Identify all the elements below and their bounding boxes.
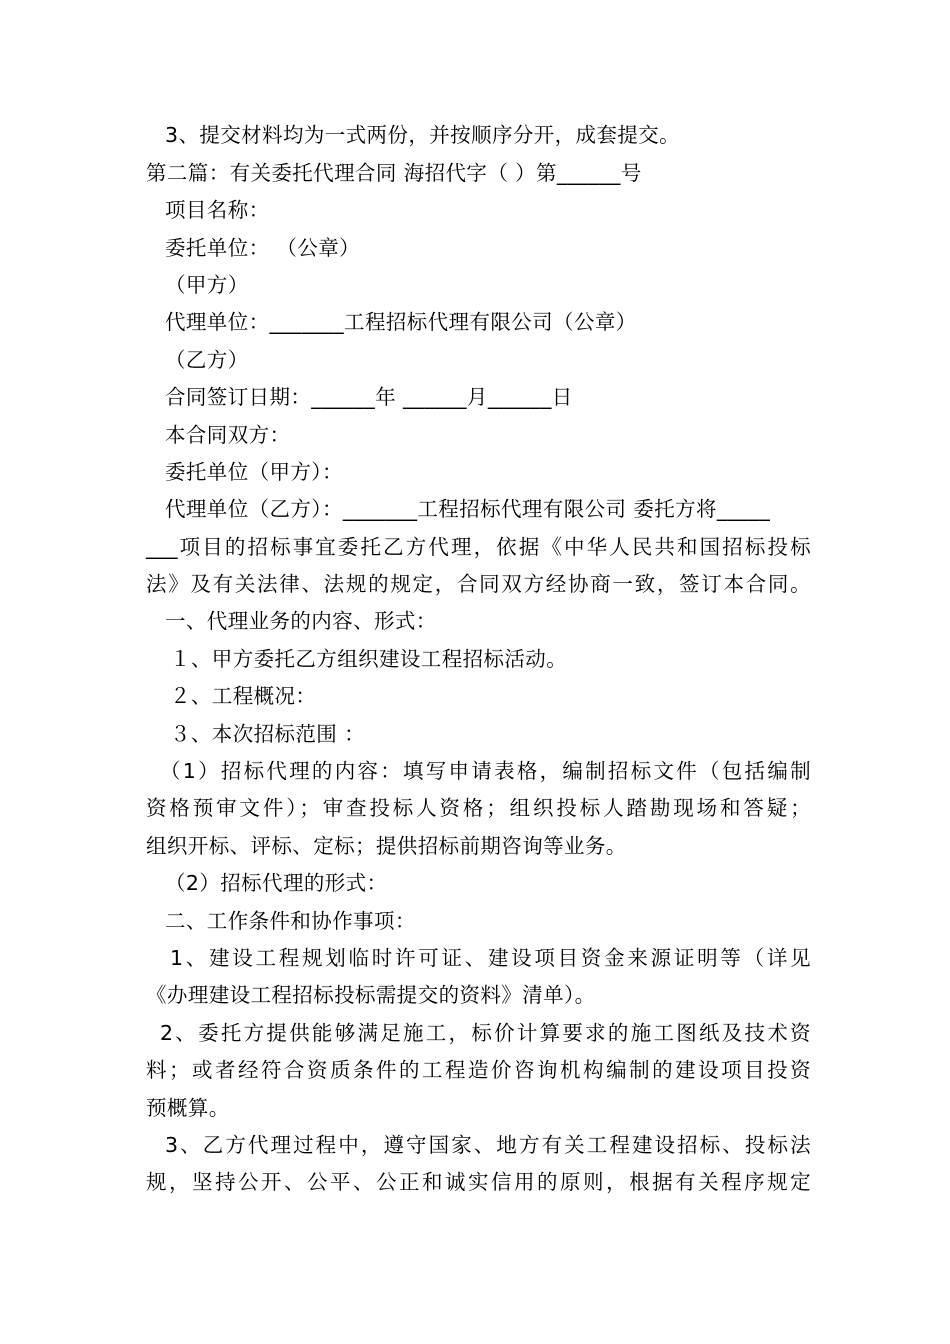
paragraph-line: 3、提交材料均为一式两份，并按顺序分开，成套提交。 — [165, 123, 681, 147]
paragraph-line: ２、工程概况： — [170, 684, 317, 708]
paragraph-line: ___项目的招标事宜委托乙方代理，依据《中华人民共和国招标投标 — [146, 535, 811, 559]
paragraph-line: 委托单位： （公章） — [165, 236, 361, 260]
paragraph-line: （乙方） — [165, 348, 249, 372]
paragraph-line: 项目名称： — [165, 198, 270, 222]
paragraph-line: 1、建设工程规划临时许可证、建设项目资金来源证明等（详见 — [170, 946, 811, 970]
paragraph-line: 3、乙方代理过程中，遵守国家、地方有关工程建设招标、投标法 — [165, 1133, 811, 1157]
paragraph-line: 委托单位（甲方）： — [165, 460, 343, 484]
paragraph-line: 代理单位：_______工程招标代理有限公司（公章） — [165, 310, 637, 334]
paragraph-line: 《办理建设工程招标投标需提交的资料》清单）。 — [146, 983, 596, 1007]
paragraph-line: １、甲方委托乙方组织建设工程招标活动。 — [170, 647, 568, 671]
section-title: 第二篇：有关委托代理合同 海招代字（ ）第______号 — [146, 161, 642, 185]
paragraph-line: 料；或者经符合资质条件的工程造价咨询机构编制的建设项目投资 — [146, 1058, 811, 1082]
paragraph-line: （2）招标代理的形式： — [165, 871, 388, 895]
paragraph-line: 2、委托方提供能够满足施工，标价计算要求的施工图纸及技术资 — [160, 1021, 811, 1045]
paragraph-line: 合同签订日期：______年 ______月______日 — [165, 385, 573, 409]
paragraph-line: 本合同双方： — [165, 423, 291, 447]
paragraph-line: 代理单位（乙方）：_______工程招标代理有限公司 委托方将_____ — [165, 497, 771, 521]
paragraph-line: 资格预审文件）；审查投标人资格；组织投标人踏勘现场和答疑； — [146, 796, 811, 820]
paragraph-line: 规，坚持公开、公平、公正和诚实信用的原则，根据有关程序规定 — [146, 1170, 811, 1194]
paragraph-line: ３、本次招标范围 ： — [170, 722, 366, 746]
paragraph-line: 组织开标、评标、定标；提供招标前期咨询等业务。 — [146, 834, 627, 858]
paragraph-line: 二、工作条件和协作事项： — [165, 909, 416, 933]
paragraph-line: （甲方） — [165, 273, 249, 297]
paragraph-line: 预概算。 — [146, 1096, 230, 1120]
paragraph-line: （1）招标代理的内容：填写申请表格，编制招标文件（包括编制 — [160, 759, 811, 783]
paragraph-line: 一、代理业务的内容、形式： — [165, 609, 437, 633]
paragraph-line: 法》及有关法律、法规的规定，合同双方经协商一致，签订本合同。 — [146, 572, 811, 596]
